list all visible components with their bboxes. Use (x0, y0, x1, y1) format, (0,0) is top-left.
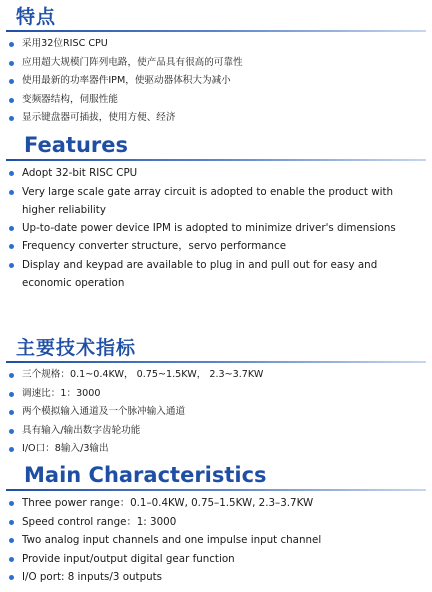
tezheng-list (6, 35, 426, 128)
section-rule (6, 361, 426, 363)
list-item: Two analog input channels and one impulse input channel (6, 531, 426, 550)
bullet-icon (9, 79, 14, 84)
list-item: I/O口：8输入/3输出 (6, 440, 426, 459)
section-rule (6, 159, 426, 161)
section-title-features: Features (24, 133, 128, 157)
bullet-icon (9, 575, 14, 580)
list-item: 应用超大规模门阵列电路，使产品具有很高的可靠性 (6, 54, 426, 73)
list-item: Frequency converter structure，servo performance (6, 237, 426, 256)
bullet-icon (9, 263, 14, 268)
main-characteristics-list (6, 494, 426, 587)
list-item: 具有输入/输出数字齿轮功能 (6, 422, 426, 441)
bullet-icon (9, 373, 14, 378)
list-item: 变频器结构，伺服性能 (6, 91, 426, 110)
list-item: 三个规格：0.1~0.4KW， 0.75~1.5KW， 2.3~3.7KW (6, 366, 426, 385)
zhuyao-list (6, 366, 426, 459)
bullet-icon (9, 392, 14, 397)
list-item: 两个模拟输入通道及一个脉冲输入通道 (6, 403, 426, 422)
bullet-icon (9, 244, 14, 249)
list-item: Up-to-date power device IPM is adopted to minimize driver's dimensions (6, 219, 426, 238)
bullet-icon (9, 98, 14, 103)
list-item: 调速比：1：3000 (6, 385, 426, 404)
list-item: Very large scale gate array circuit is adopted to enable the product with higher reliability (6, 183, 426, 219)
features-list (6, 164, 426, 292)
bullet-icon (9, 226, 14, 231)
list-item: I/O port: 8 inputs/3 outputs (6, 568, 426, 587)
bullet-icon (9, 42, 14, 47)
section-rule (6, 489, 426, 491)
section-zhuyao (6, 339, 426, 459)
bullet-icon (9, 447, 14, 452)
list-item: 采用32位RISC CPU (6, 35, 426, 54)
bullet-icon (9, 116, 14, 121)
bullet-icon (9, 538, 14, 543)
bullet-icon (9, 410, 14, 415)
bullet-icon (9, 520, 14, 525)
section-title-main-characteristics: Main Characteristics (24, 463, 267, 487)
list-item: Three power range：0.1–0.4KW, 0.75–1.5KW, 2.3–3.7KW (6, 494, 426, 513)
list-item: Adopt 32-bit RISC CPU (6, 164, 426, 183)
list-item: 使用最新的功率器件IPM，使驱动器体积大为减小 (6, 72, 426, 91)
bullet-icon (9, 61, 14, 66)
section-main-characteristics (6, 465, 426, 587)
bullet-icon (9, 190, 14, 195)
section-title-tezheng: 特点 (16, 6, 57, 28)
section-title-zhuyao: 主要技术指标 (16, 337, 137, 359)
section-features (6, 135, 426, 292)
bullet-icon (9, 429, 14, 434)
list-item: Speed control range：1: 3000 (6, 513, 426, 532)
list-item: Provide input/output digital gear function (6, 550, 426, 569)
list-item: 显示键盘器可插拔，使用方便、经济 (6, 109, 426, 128)
section-rule (6, 30, 426, 32)
section-tezheng (6, 8, 426, 128)
bullet-icon (9, 501, 14, 506)
list-item: Display and keypad are available to plug in and pull out for easy and economic operation (6, 256, 426, 292)
bullet-icon (9, 557, 14, 562)
bullet-icon (9, 171, 14, 176)
